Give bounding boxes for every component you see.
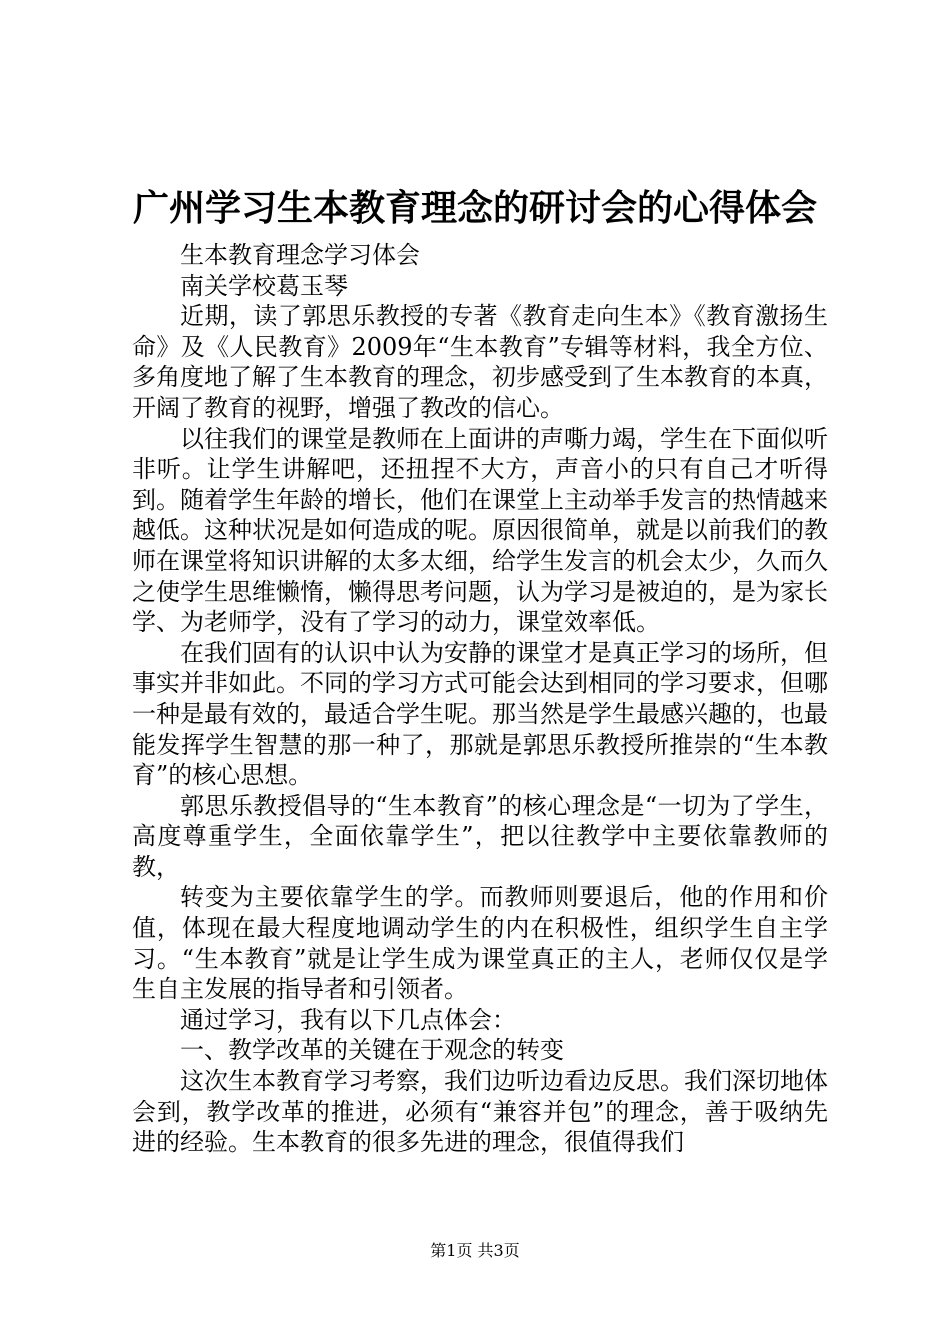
paragraph-author: 南关学校葛玉琴 [180, 271, 348, 300]
document-body [132, 240, 828, 1158]
paragraph: 这次生本教育学习考察，我们边听边看边反思。我们深切地体会到，教学改革的推进，必须有“兼容并包”的理念，善于吸纳先进的经验。生本教育的很多先进的理念，很值得我们 [132, 1067, 828, 1157]
paragraph: 郭思乐教授倡导的“生本教育”的核心理念是“一切为了学生，高度尊重学生，全面依靠学生”，把以往教学中主要依靠教师的教， [132, 791, 828, 881]
paragraph: 近期，读了郭思乐教授的专著《教育走向生本》《教育激扬生命》及《人民教育》2009年“生本教育”专辑等材料，我全方位、多角度地了解了生本教育的理念，初步感受到了生本教育的本真，开阔了教育的视野，增强了教改的信心。 [132, 302, 828, 422]
paragraph: 以往我们的课堂是教师在上面讲的声嘶力竭，学生在下面似听非听。让学生讲解吧，还扭捏不大方，声音小的只有自己才听得到。随着学生年龄的增长，他们在课堂上主动举手发言的热情越来越低。这种状况是如何造成的呢。原因很简单，就是以前我们的教师在课堂将知识讲解的太多太细，给学生发言的机会太少，久而久之使学生思维懒惰，懒得思考问题，认为学习是被迫的，是为家长学、为老师学，没有了学习的动力，课堂效率低。 [132, 424, 828, 637]
paragraph: 在我们固有的认识中认为安静的课堂才是真正学习的场所，但事实并非如此。不同的学习方式可能会达到相同的学习要求，但哪一种是最有效的，最适合学生呢。那当然是学生最感兴趣的，也最能发挥学生智慧的那一种了，那就是郭思乐教授所推崇的“生本教育”的核心思想。 [132, 638, 828, 790]
page-footer: 第1页 共3页 [430, 1241, 520, 1260]
paragraph: 转变为主要依靠学生的学。而教师则要退后，他的作用和价值，体现在最大程度地调动学生的内在积极性，组织学生自主学习。“生本教育”就是让学生成为课堂真正的主人，老师仅仅是学生自主发展的指导者和引领者。 [132, 883, 828, 1004]
section-heading: 一、教学改革的关键在于观念的转变 [180, 1036, 564, 1065]
paragraph: 通过学习，我有以下几点体会： [180, 1005, 516, 1034]
document-title: 广州学习生本教育理念的研讨会的心得体会 [132, 187, 817, 229]
paragraph-subtitle: 生本教育理念学习体会 [180, 241, 420, 269]
